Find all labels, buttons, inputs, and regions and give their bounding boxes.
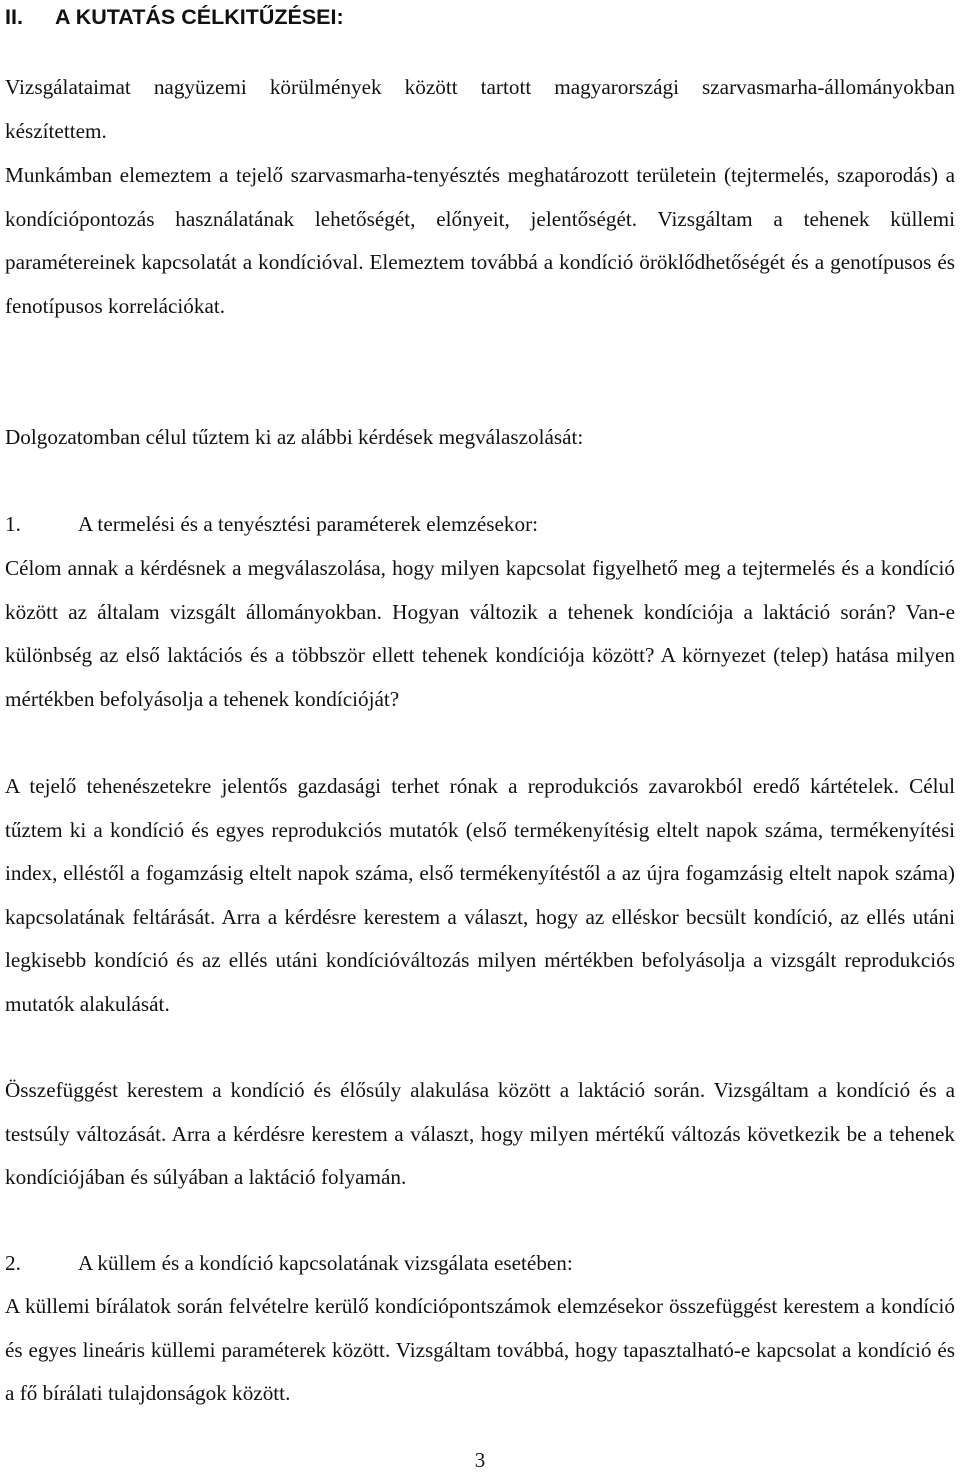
aims-intro-paragraph: Dolgozatomban célul tűztem ki az alábbi kérdések megválaszolását:	[5, 425, 584, 449]
page-number: 3	[474, 1448, 486, 1472]
item-2-heading	[5, 1242, 573, 1286]
item-1-paragraph-1: Célom annak a kérdésnek a megválaszolása, hogy milyen kapcsolat figyelhető meg a tejtermelés és a kondíció között az általam vizsgált állományokban. Hogyan változik a tehenek kondíciója a laktáció során? Van-e különbség az első laktációs és a többször ellett tehenek kondíciója között? A környezet (telep) hatása milyen mértékben befolyásolja a tehenek kondícióját?	[5, 556, 955, 711]
section-heading	[5, 3, 344, 31]
item-2-title: A küllem és a kondíció kapcsolatának vizsgálata esetében:	[78, 1251, 573, 1275]
item-2-number: 2.	[5, 1251, 21, 1275]
item-1-paragraph-3: Összefüggést kerestem a kondíció és élősúly alakulása között a laktáció során. Vizsgáltam a kondíció és a testsúly változását. Arra a kérdésre kerestem a választ, hogy milyen mértékű változás következik be a tehenek kondíciójában és súlyában a laktáció folyamán.	[5, 1078, 955, 1190]
item-1-paragraph-2: A tejelő tehenészetekre jelentős gazdasági terhet rónak a reprodukciós zavarokból eredő kártételek. Célul tűztem ki a kondíció és egyes reprodukciós mutatók (első termékenyítésig eltelt napok száma, termékenyítési index, elléstől a fogamzásig eltelt napok száma, első termékenyítéstől a az újra fogamzásig eltelt napok száma) kapcsolatának feltárását. Arra a kérdésre kerestem a választ, hogy az elléskor becsült kondíció, az ellés utáni legkisebb kondíció és az ellés utáni kondícióváltozás milyen mértékben befolyásolja a vizsgált reprodukciós mutatók alakulását.	[5, 774, 955, 1016]
item-1-number: 1.	[5, 512, 21, 536]
scope-paragraph: Munkámban elemeztem a tejelő szarvasmarha-tenyésztés meghatározott területein (tejtermelés, szaporodás) a kondíciópontozás használatának lehetőségét, előnyeit, jelentőségét. Vizsgáltam a tehenek küllemi paramétereinek kapcsolatát a kondícióval. Elemeztem továbbá a kondíció öröklődhetőségét és a genotípusos és fenotípusos korrelációkat.	[5, 163, 955, 318]
section-number: II.	[5, 5, 23, 29]
item-1-title: A termelési és a tenyésztési paraméterek elemzésekor:	[78, 512, 539, 536]
section-title: A KUTATÁS CÉLKITŰZÉSEI:	[55, 5, 344, 29]
item-2-paragraph-1: A küllemi bírálatok során felvételre kerülő kondíciópontszámok elemzésekor összefüggést kerestem a kondíció és egyes lineáris küllemi paraméterek között. Vizsgáltam továbbá, hogy tapasztalható-e kapcsolat a kondíció és a fő bírálati tulajdonságok között.	[5, 1294, 955, 1406]
intro-paragraph: Vizsgálataimat nagyüzemi körülmények között tartott magyarországi szarvasmarha-állományokban készítettem.	[5, 75, 955, 143]
item-1-heading	[5, 503, 538, 547]
